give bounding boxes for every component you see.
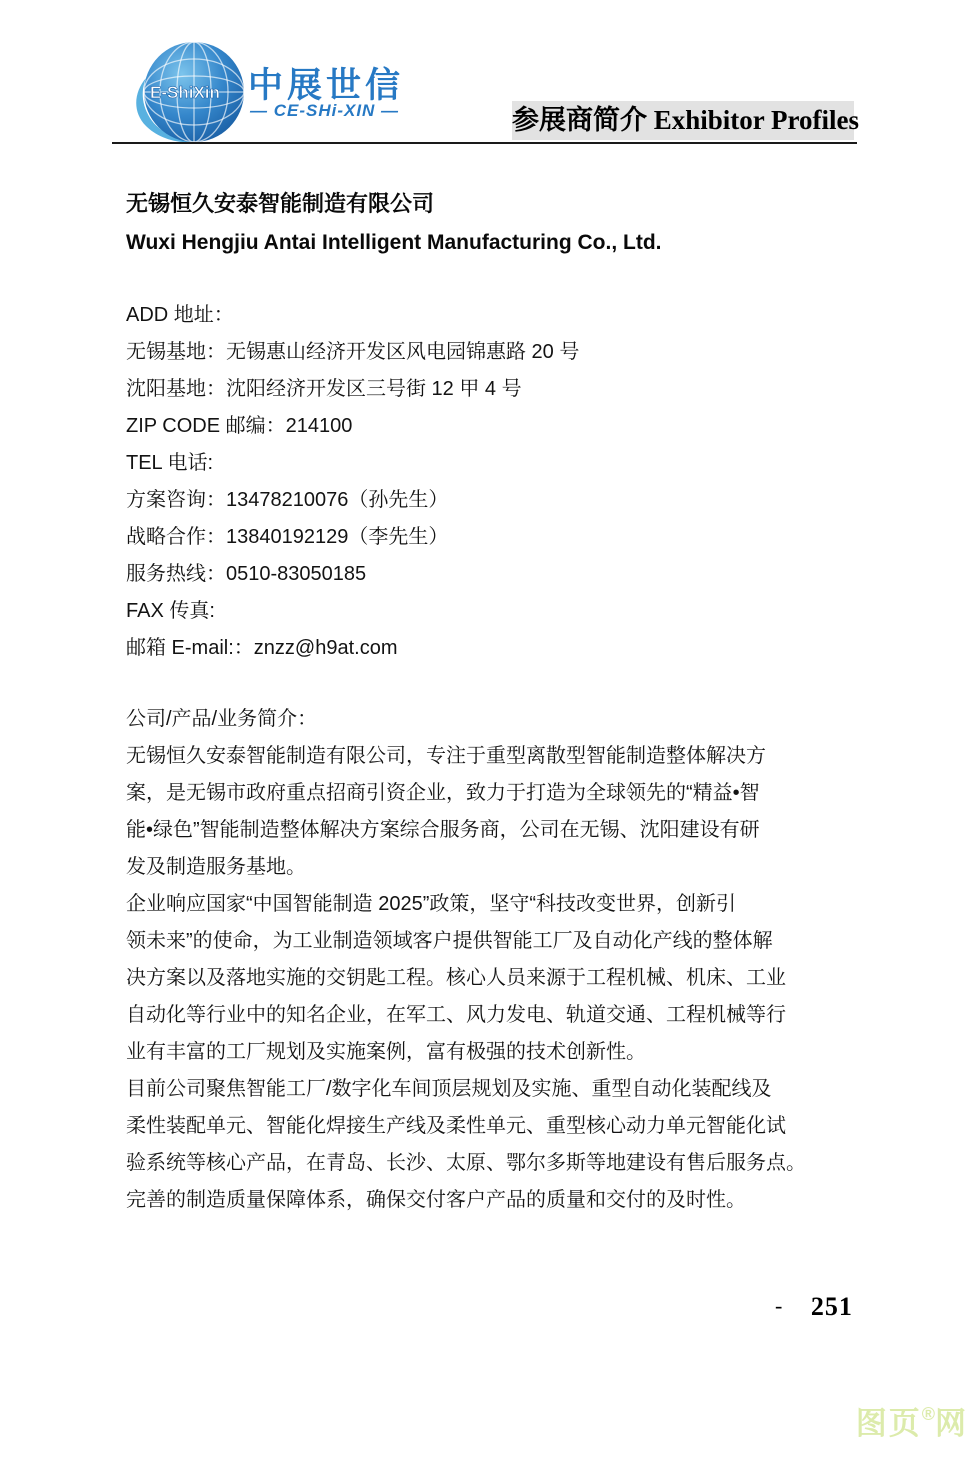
profile-text-line: 目前公司聚焦智能工厂/数字化车间顶层规划及实施、重型自动化装配线及 <box>126 1078 772 1100</box>
section-title: 参展商简介 Exhibitor Profiles <box>512 101 854 140</box>
contact-line-shenyang-base: 沈阳基地：沈阳经济开发区三号街 12 甲 4 号 <box>126 378 522 400</box>
profile-heading: 公司/产品/业务简介： <box>126 708 318 730</box>
profile-text-line: 无锡恒久安泰智能制造有限公司，专注于重型离散型智能制造整体解决方 <box>126 745 766 767</box>
brand-name-cn: 中展世信 <box>248 66 405 105</box>
globe-label-text: E-ShiXin <box>150 83 220 102</box>
page-number-value: 251 <box>810 1292 853 1321</box>
header-divider <box>112 142 857 144</box>
profile-text-line: 企业响应国家“中国智能制造 2025”政策，坚守“科技改变世界，创新引 <box>126 893 737 915</box>
company-logo <box>132 40 432 148</box>
profile-text-line: 案，是无锡市政府重点招商引资企业，致力于打造为全球领先的“精益•智 <box>126 782 760 804</box>
company-name-cn: 无锡恒久安泰智能制造有限公司 <box>126 191 435 216</box>
profile-text-line: 能•绿色”智能制造整体解决方案综合服务商，公司在无锡、沈阳建设有研 <box>126 819 760 841</box>
page-number <box>775 1292 853 1322</box>
profile-text-line: 柔性装配单元、智能化焊接生产线及柔性单元、重型核心动力单元智能化试 <box>126 1115 786 1137</box>
profile-text-line: 完善的制造质量保障体系，确保交付客户产品的质量和交付的及时性。 <box>126 1189 746 1211</box>
brand-name-en: — CE-SHi-XIN — <box>250 101 400 120</box>
profile-text-line: 验系统等核心产品，在青岛、长沙、太原、鄂尔多斯等地建设有售后服务点。 <box>126 1152 806 1174</box>
contact-info-block <box>126 297 866 667</box>
watermark-text-left: 图页 <box>855 1406 922 1441</box>
globe-icon <box>132 40 250 148</box>
company-profile-block <box>126 701 874 1219</box>
contact-line-fax: FAX 传真: <box>126 600 215 622</box>
company-name-en: Wuxi Hengjiu Antai Intelligent Manufacturing Co., Ltd. <box>126 231 662 254</box>
contact-line-consult-phone: 方案咨询：13478210076（孙先生） <box>126 489 449 511</box>
contact-line-wuxi-base: 无锡基地：无锡惠山经济开发区风电园锦惠路 20 号 <box>126 341 580 363</box>
profile-text-line: 领未来”的使命，为工业制造领域客户提供智能工厂及自动化产线的整体解 <box>126 930 773 952</box>
profile-text-line: 发及制造服务基地。 <box>126 856 306 878</box>
page-number-dash: - <box>775 1293 783 1318</box>
contact-line-cooperation-phone: 战略合作：13840192129（李先生） <box>126 526 449 548</box>
company-name-block <box>126 184 866 262</box>
profile-text-line: 业有丰富的工厂规划及实施案例，富有极强的技术创新性。 <box>126 1041 646 1063</box>
contact-line-email: 邮箱 E-mail:：znzz@h9at.com <box>126 637 398 659</box>
contact-line-service-hotline: 服务热线：0510-83050185 <box>126 563 367 585</box>
contact-line-add: ADD 地址： <box>126 304 234 326</box>
watermark-text-right: 网 <box>935 1406 968 1441</box>
profile-text-line: 决方案以及落地实施的交钥匙工程。核心人员来源于工程机械、机床、工业 <box>126 967 786 989</box>
registered-trademark-icon: ® <box>921 1404 935 1424</box>
contact-line-zipcode: ZIP CODE 邮编：214100 <box>126 415 353 437</box>
watermark <box>856 1398 968 1443</box>
contact-line-tel: TEL 电话: <box>126 452 214 474</box>
profile-text-line: 自动化等行业中的知名企业，在军工、风力发电、轨道交通、工程机械等行 <box>126 1004 786 1026</box>
